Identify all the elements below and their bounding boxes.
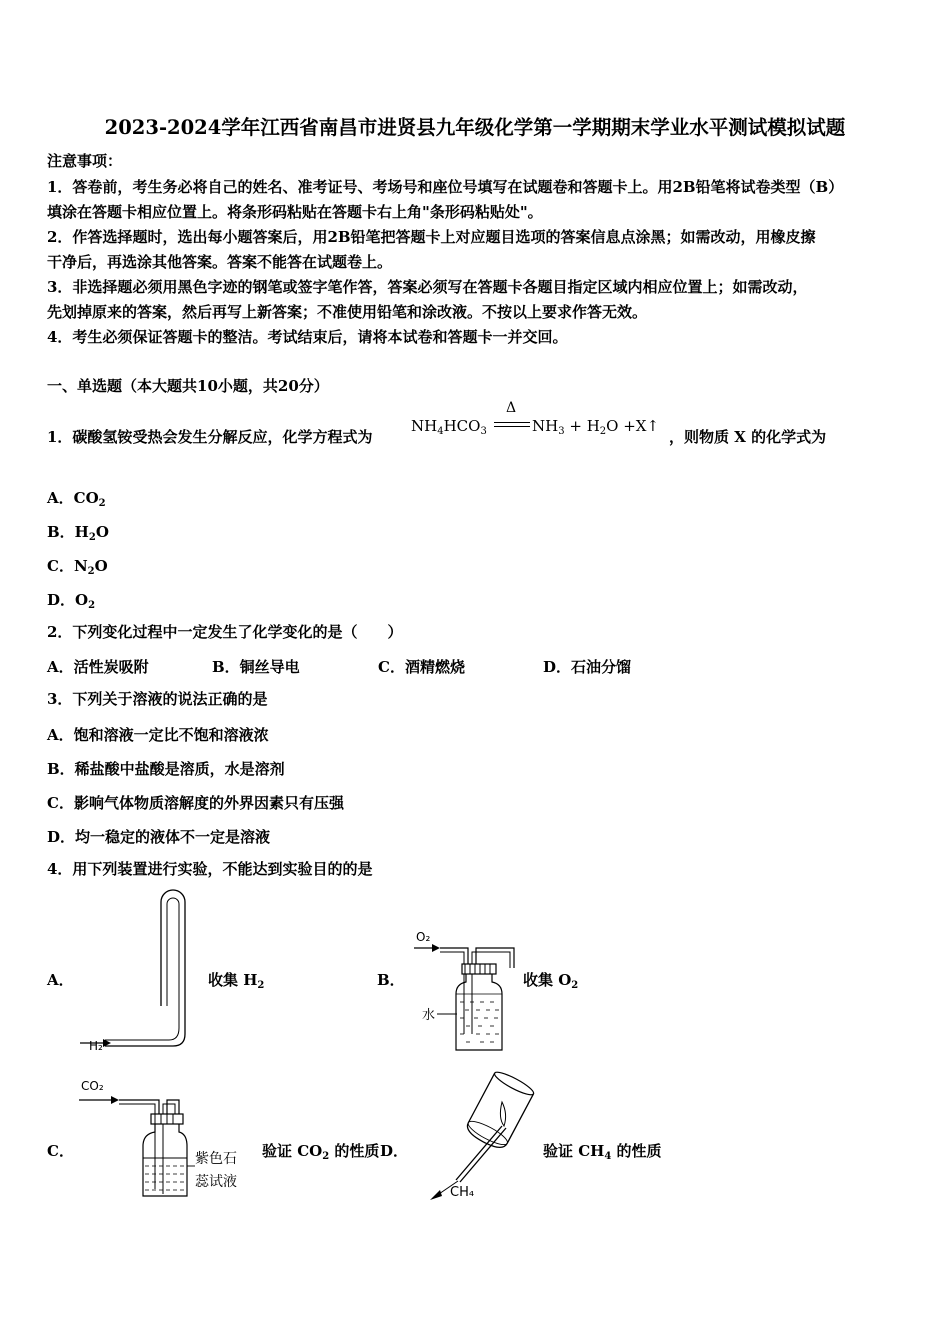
q1-option-c[interactable] — [47, 555, 108, 577]
option-text: 验证 CH — [543, 1142, 605, 1160]
eq-product: + H — [564, 417, 600, 435]
option-subscript: 2 — [87, 566, 95, 577]
q2-option-a[interactable]: A．活性炭吸附 — [47, 658, 149, 676]
option-text: 收集 O — [523, 971, 572, 989]
ch4-gas-label: CH₄ — [450, 1185, 475, 1200]
litmus-label-line1: 紫色石 — [195, 1151, 237, 1167]
q4-option-a-text — [208, 969, 264, 991]
notice-line: 4．考生必须保证答题卡的整洁。考试结束后，请将本试卷和答题卡一并交回。 — [47, 328, 568, 346]
option-subscript: 2 — [98, 498, 106, 509]
option-text: 的性质 — [611, 1142, 662, 1160]
option-text: O — [95, 523, 109, 541]
option-text: 验证 CO — [262, 1142, 323, 1160]
co2-gas-label: CO₂ — [81, 1079, 104, 1093]
notice-line: 3．非选择题必须用黑色字迹的钢笔或签字笔作答，答案必须写在答题卡各题目指定区域内相应位置上；如需改动， — [47, 278, 808, 296]
q1-option-a[interactable] — [47, 487, 106, 509]
eq-product: NH — [532, 417, 559, 435]
q3-option-a[interactable]: A．饱和溶液一定比不饱和溶液浓 — [47, 726, 269, 744]
o2-collection-apparatus-figure — [410, 924, 520, 1056]
h2-collection-apparatus-figure — [75, 888, 195, 1058]
litmus-label-line2: 蕊试液 — [195, 1174, 237, 1190]
q1-equation — [411, 400, 671, 444]
section-heading: 一、单选题（本大题共10小题，共20分） — [47, 377, 329, 395]
option-subscript: 4 — [604, 1151, 612, 1162]
option-text: D．O — [47, 591, 89, 609]
q4-option-a-label[interactable]: A． — [47, 971, 74, 989]
q4-stem: 4．用下列装置进行实验，不能达到实验目的的是 — [47, 860, 373, 878]
q4-option-b-text — [523, 969, 578, 991]
q3-option-c[interactable]: C．影响气体物质溶解度的外界因素只有压强 — [47, 794, 344, 812]
q2-stem: 2．下列变化过程中一定发生了化学变化的是（ ） — [47, 623, 403, 641]
q4-option-d-label[interactable]: D． — [380, 1142, 409, 1160]
option-subscript: 2 — [571, 980, 579, 991]
q2-option-c[interactable]: C．酒精燃烧 — [378, 658, 465, 676]
q1-option-b[interactable] — [47, 521, 109, 543]
q4-option-b-label[interactable]: B． — [377, 971, 405, 989]
eq-subscript: 4 — [437, 426, 444, 437]
option-subscript: 2 — [257, 980, 265, 991]
co2-litmus-apparatus-figure — [75, 1074, 255, 1204]
option-subscript: 2 — [88, 600, 96, 611]
q2-option-d[interactable]: D．石油分馏 — [543, 658, 632, 676]
eq-reactant: HCO — [443, 417, 481, 435]
q1-option-d[interactable] — [47, 589, 95, 611]
q1-stem-suffix: ，则物质 X 的化学式为 — [669, 428, 827, 446]
eq-product: O +X↑ — [606, 417, 660, 435]
eq-reactant: NH — [411, 417, 438, 435]
eq-subscript: 3 — [480, 426, 487, 437]
q2-option-b[interactable]: B．铜丝导电 — [212, 658, 300, 676]
option-text: O — [94, 557, 108, 575]
notice-line: 先划掉原来的答案，然后再写上新答案；不准使用铅笔和涂改液。不按以上要求作答无效。 — [47, 303, 648, 321]
q1-stem-prefix: 1．碳酸氢铵受热会发生分解反应，化学方程式为 — [47, 428, 373, 446]
option-subscript: 2 — [322, 1151, 330, 1162]
notice-line: 1．答卷前，考生务必将自己的姓名、准考证号、考场号和座位号填写在试题卷和答题卡上。用2B铅笔将试卷类型（B） — [47, 178, 844, 196]
q4-option-c-text — [262, 1140, 379, 1162]
notice-line: 2．作答选择题时，选出每小题答案后，用2B铅笔把答题卡上对应题目选项的答案信息点涂黑；如需改动，用橡皮擦 — [47, 228, 816, 246]
option-subscript: 2 — [88, 532, 96, 543]
eq-line — [494, 422, 530, 423]
notice-line: 干净后，再选涂其他答案。答案不能答在试题卷上。 — [47, 253, 393, 271]
q3-option-d[interactable]: D．均一稳定的液体不一定是溶液 — [47, 828, 271, 846]
eq-subscript: 2 — [599, 426, 607, 437]
option-text: 的性质 — [329, 1142, 380, 1160]
q3-stem: 3．下列关于溶液的说法正确的是 — [47, 690, 268, 708]
eq-subscript: 3 — [558, 426, 565, 437]
eq-condition: Δ — [506, 400, 517, 416]
q3-option-b[interactable]: B．稀盐酸中盐酸是溶质，水是溶剂 — [47, 760, 285, 778]
page-title: 2023-2024学年江西省南昌市进贤县九年级化学第一学期期末学业水平测试模拟试题 — [104, 116, 846, 139]
option-text: A．CO — [47, 489, 99, 507]
option-text: B．H — [47, 523, 89, 541]
notice-heading: 注意事项： — [47, 152, 123, 170]
notice-line: 填涂在答题卡相应位置上。将条形码粘贴在答题卡右上角"条形码粘贴处"。 — [47, 203, 543, 221]
o2-gas-label: O₂ — [416, 930, 431, 944]
ch4-combustion-figure — [420, 1070, 550, 1202]
h2-gas-label: H₂ — [89, 1039, 103, 1053]
q4-option-d-text — [543, 1140, 662, 1162]
q4-option-c-label[interactable]: C． — [47, 1142, 74, 1160]
option-text: 收集 H — [208, 971, 258, 989]
water-label: 水 — [422, 1008, 436, 1023]
eq-line — [494, 426, 530, 427]
option-text: C．N — [47, 557, 88, 575]
